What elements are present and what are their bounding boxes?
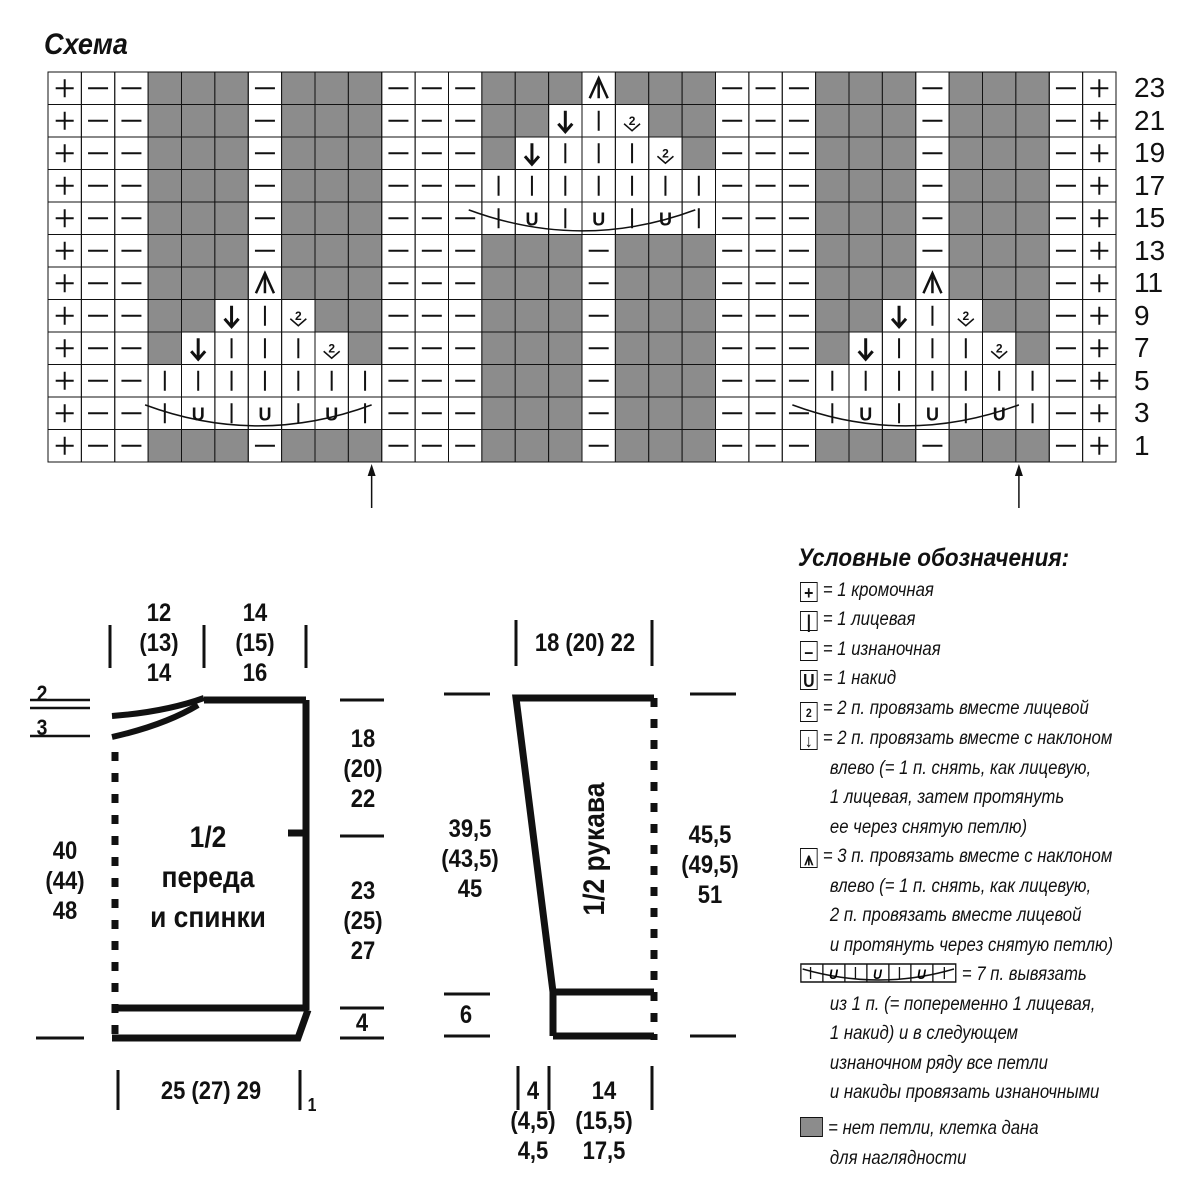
chart-title: Схема	[44, 28, 128, 61]
edge-stitch-icon: +	[800, 582, 818, 602]
knit-stitch-icon: |	[800, 611, 818, 631]
yarnover-icon: U	[925, 404, 939, 425]
k2tog-icon: 2	[662, 146, 669, 161]
no-stitch-grey-icon	[800, 1117, 823, 1137]
rib-dim: 4	[355, 1009, 369, 1037]
height-dim: 40 (44) 48	[45, 837, 85, 925]
sleeve-cuff-dim: 6	[459, 1001, 473, 1029]
svg-text:U: U	[916, 966, 926, 983]
yarnover-icon: U	[325, 404, 339, 425]
row-number: 13	[1134, 234, 1166, 266]
legend-yarnover: U = 1 накид	[800, 664, 896, 694]
neck-mark-3: 3	[36, 715, 48, 740]
sleeve-label: 1/2 рукава	[578, 782, 611, 916]
row-number: 11	[1134, 267, 1164, 299]
yarnover-icon: U	[859, 404, 873, 425]
row-number: 5	[1134, 364, 1150, 396]
legend-edge: + = 1 кромочная	[800, 576, 934, 606]
sleeve-bottom-right-dim: 14 (15,5) 17,5	[575, 1077, 633, 1165]
sleeve-left-dim: 39,5 (43,5) 45	[441, 815, 499, 903]
width-dim: 25 (27) 29	[160, 1077, 262, 1105]
legend-increase: U U U = 7 п. вывязать из 1 п. (= попеременно 1 лицевая, 1 накид) и в следующем изнаночном ряду все петли и накиды провязать изнаночными	[800, 960, 1099, 1108]
yarnover-icon: U	[800, 670, 818, 690]
k2tog-icon: 2	[995, 341, 1003, 356]
svg-text:U: U	[828, 966, 838, 983]
top-right-dim: 14 (15) 16	[235, 599, 275, 687]
k2tog-icon: 2	[294, 308, 302, 323]
sleeve-top-dim: 18 (20) 22	[534, 629, 636, 657]
row-number: 1	[1134, 429, 1150, 461]
ssk-arrow-icon: ↓	[800, 730, 818, 750]
yarnover-icon: U	[525, 209, 539, 230]
legend-no-stitch: = нет петли, клетка дана для наглядности	[800, 1114, 1039, 1173]
side-dim: 23 (25) 27	[343, 877, 383, 965]
sleeve-right-dim: 45,5 (49,5) 51	[681, 821, 739, 909]
k2tog-icon: 2	[800, 702, 818, 722]
sleeve-bottom-left-dim: 4 (4,5) 4,5	[510, 1077, 556, 1165]
row-number: 21	[1134, 104, 1166, 136]
row-number: 7	[1134, 332, 1150, 364]
legend-k2tog: 2 = 2 п. провязать вместе лицевой	[800, 694, 1089, 724]
row-number: 9	[1134, 299, 1150, 331]
sk2p-icon: ⩚	[800, 848, 818, 868]
yarnover-icon: U	[258, 404, 272, 425]
top-left-dim: 12 (13) 14	[139, 599, 179, 687]
edge-mark: 1	[307, 1095, 317, 1115]
yarnover-icon: U	[592, 209, 606, 230]
k2tog-icon: 2	[328, 341, 336, 356]
yarnover-icon: U	[658, 209, 672, 230]
increase-group-icon	[800, 961, 958, 985]
purl-stitch-icon: –	[800, 641, 818, 661]
k2tog-icon: 2	[628, 113, 636, 128]
legend-ssk: ↓ = 2 п. провязать вместе с наклоном влево (= 1 п. снять, как лицевую, 1 лицевая, затем протянуть ее через снятую петлю)	[800, 724, 1112, 842]
armhole-dim: 18 (20) 22	[343, 725, 383, 813]
row-number: 3	[1134, 397, 1150, 429]
yarnover-icon: U	[191, 404, 205, 425]
row-number: 19	[1134, 137, 1166, 169]
row-number: 15	[1134, 202, 1166, 234]
legend-knit: | = 1 лицевая	[800, 605, 915, 635]
svg-text:U: U	[872, 966, 882, 983]
legend-purl: – = 1 изнаночная	[800, 635, 941, 665]
neck-mark-2: 2	[36, 681, 48, 706]
legend-sk2p: ⩚ = 3 п. провязать вместе с наклоном влево (= 1 п. снять, как лицевую, 2 п. провязать вместе лицевой и протянуть через снятую петлю)	[800, 842, 1113, 960]
body-label: 1/2 переда и спинки	[150, 821, 266, 934]
legend-title: Условные обозначения:	[798, 544, 1070, 572]
k2tog-icon: 2	[962, 308, 970, 323]
yarnover-icon: U	[992, 404, 1006, 425]
row-number: 23	[1134, 72, 1166, 104]
row-number: 17	[1134, 169, 1166, 201]
